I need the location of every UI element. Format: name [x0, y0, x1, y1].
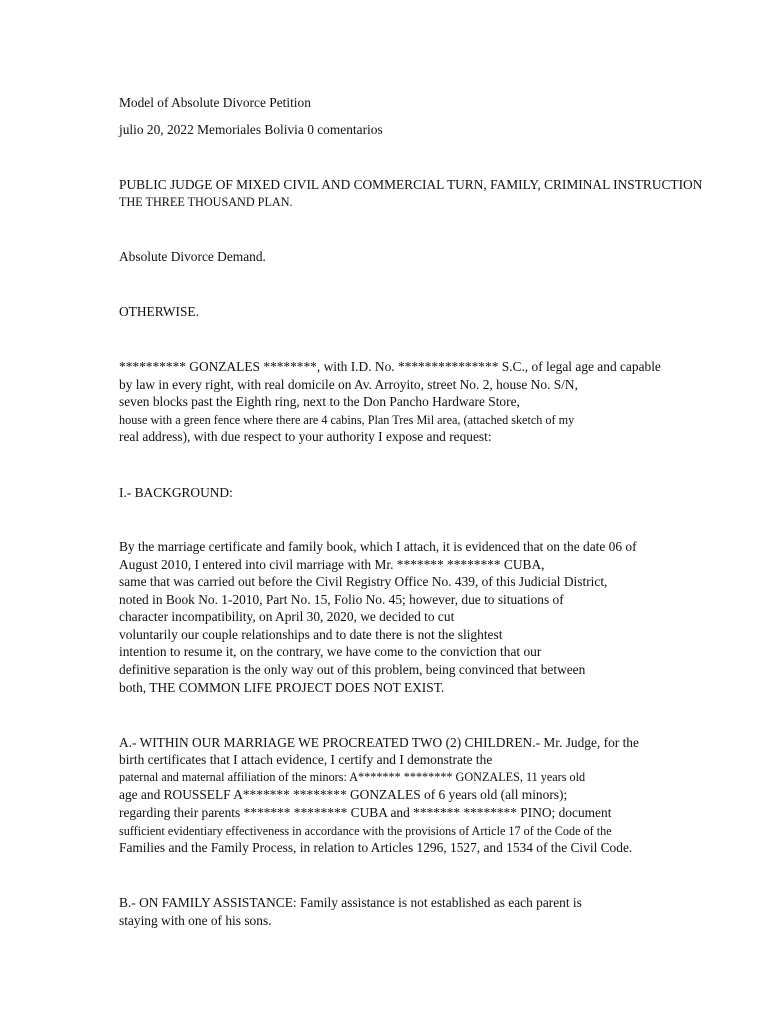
demand-title: Absolute Divorce Demand.: [119, 249, 266, 264]
children-line: age and ROUSSELF A******* ******** GONZALES of 6 years old (all minors);: [119, 787, 568, 802]
post-meta: julio 20, 2022 Memoriales Bolivia 0 comentarios: [119, 122, 383, 137]
background-line: same that was carried out before the Civil Registry Office No. 439, of this Judicial District,: [119, 574, 608, 589]
court-heading-line-2: THE THREE THOUSAND PLAN.: [119, 195, 293, 209]
intro-line: ********** GONZALES ********, with I.D. No. *************** S.C., of legal age and capable: [119, 359, 661, 374]
intro-line: house with a green fence where there are 4 cabins, Plan Tres Mil area, (attached sketch of my: [119, 413, 575, 427]
assistance-line: staying with one of his sons.: [119, 913, 272, 928]
children-line: birth certificates that I attach evidence, I certify and I demonstrate the: [119, 752, 493, 767]
background-line: By the marriage certificate and family book, which I attach, it is evidenced that on the date 06 of: [119, 539, 637, 554]
background-line: voluntarily our couple relationships and to date there is not the slightest: [119, 627, 503, 642]
background-line: August 2010, I entered into civil marriage with Mr. ******* ******** CUBA,: [119, 557, 545, 572]
background-line: intention to resume it, on the contrary, we have come to the conviction that our: [119, 644, 542, 659]
background-line: definitive separation is the only way out of this problem, being convinced that between: [119, 662, 586, 677]
children-line: Families and the Family Process, in relation to Articles 1296, 1527, and 1534 of the Civil Code.: [119, 840, 633, 855]
children-line: regarding their parents ******* ******** CUBA and ******* ******** PINO; document: [119, 805, 612, 820]
intro-line: real address), with due respect to your authority I expose and request:: [119, 429, 492, 444]
otherwise-heading: OTHERWISE.: [119, 304, 199, 319]
document-title: Model of Absolute Divorce Petition: [119, 95, 311, 110]
children-line: paternal and maternal affiliation of the minors: A******* ******** GONZALES, 11 years old: [119, 770, 586, 784]
assistance-line: B.- ON FAMILY ASSISTANCE: Family assistance is not established as each parent is: [119, 895, 582, 910]
background-line: character incompatibility, on April 30, 2020, we decided to cut: [119, 609, 455, 624]
court-heading-line-1: PUBLIC JUDGE OF MIXED CIVIL AND COMMERCIAL TURN, FAMILY, CRIMINAL INSTRUCTION: [119, 177, 703, 192]
children-line: sufficient evidentiary effectiveness in accordance with the provisions of Article 17 of the Code of the: [119, 824, 612, 838]
children-line: A.- WITHIN OUR MARRIAGE WE PROCREATED TWO (2) CHILDREN.- Mr. Judge, for the: [119, 735, 639, 750]
intro-line: by law in every right, with real domicile on Av. Arroyito, street No. 2, house No. S/N,: [119, 377, 578, 392]
background-line: noted in Book No. 1-2010, Part No. 15, Folio No. 45; however, due to situations of: [119, 592, 564, 607]
intro-line: seven blocks past the Eighth ring, next to the Don Pancho Hardware Store,: [119, 394, 520, 409]
background-line: both, THE COMMON LIFE PROJECT DOES NOT EXIST.: [119, 680, 445, 695]
background-heading: I.- BACKGROUND:: [119, 485, 233, 500]
